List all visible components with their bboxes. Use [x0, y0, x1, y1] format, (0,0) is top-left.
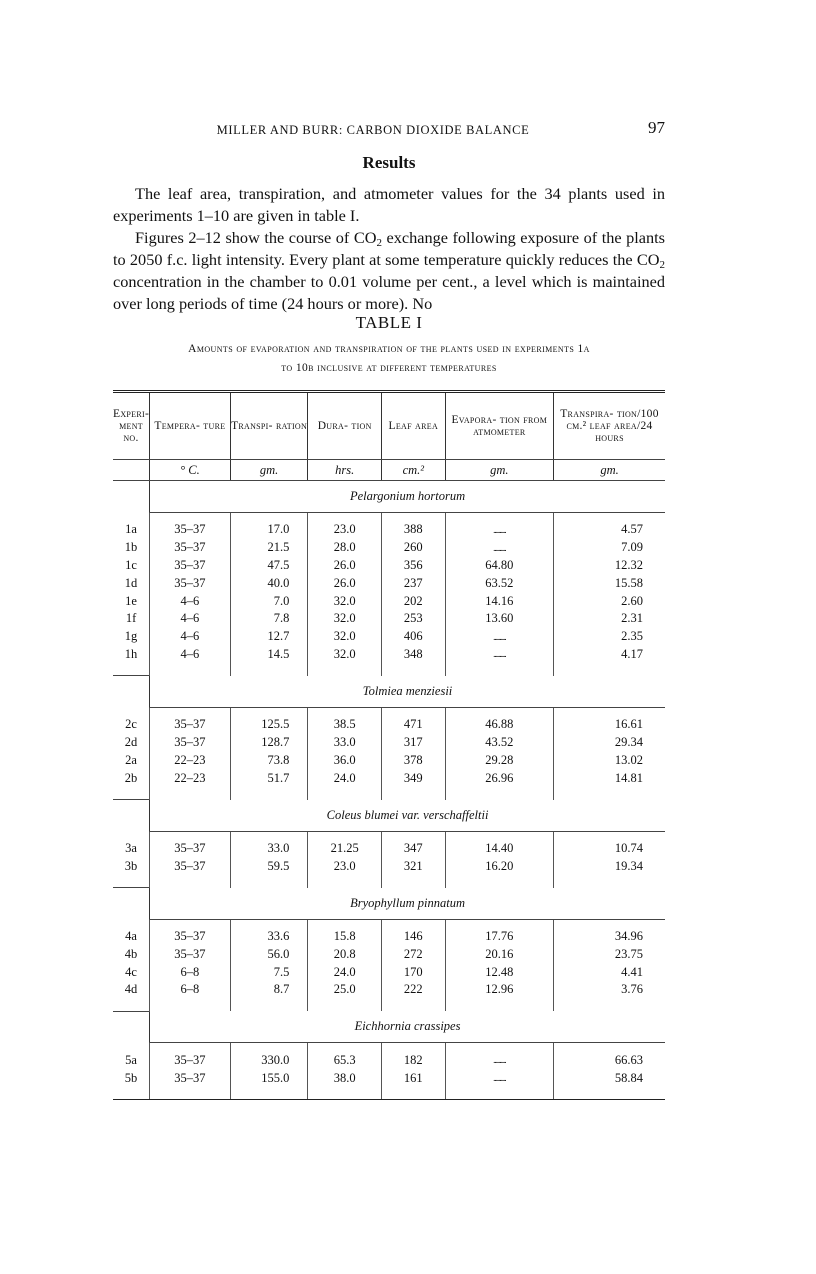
spacer-cell	[230, 1087, 308, 1100]
transpiration-per-area-cell: 23.75	[554, 945, 665, 963]
running-header	[113, 118, 665, 142]
table-row	[113, 1069, 665, 1087]
spacer-cell	[113, 707, 150, 716]
leaf-area-cell: 161	[382, 1069, 446, 1087]
paragraph-2-text: Figures 2–12 show the course of CO	[135, 228, 377, 247]
evaporation-cell: 12.48	[445, 963, 553, 981]
transpiration-cell: 73.8	[230, 751, 308, 769]
spacer-cell	[445, 787, 553, 800]
unit-cell: hrs.	[308, 460, 382, 481]
spacer-cell	[445, 919, 553, 928]
temperature-cell: 35–37	[150, 734, 231, 752]
experiment-no-cell: 4c	[125, 964, 137, 979]
spacer-cell	[445, 663, 553, 676]
unit-cell: ° C.	[150, 460, 231, 481]
leaf-area-cell: 222	[382, 981, 446, 999]
table-row	[113, 857, 665, 875]
table-row	[113, 751, 665, 769]
spacer-cell	[230, 707, 308, 716]
species-name: Pelargonium hortorum	[150, 481, 665, 513]
spacer-cell	[150, 1087, 231, 1100]
transpiration-cell: 21.5	[230, 539, 308, 557]
evaporation-cell: 64.80	[445, 557, 553, 575]
transpiration-per-area-cell: 16.61	[554, 716, 665, 734]
leaf-area-cell: 349	[382, 769, 446, 787]
spacer-cell	[382, 1043, 446, 1052]
leaf-area-cell: 202	[382, 592, 446, 610]
transpiration-per-area-cell: 4.57	[554, 521, 665, 539]
experiment-no-cell: 2a	[125, 752, 137, 767]
column-header: Dura- tion	[308, 392, 382, 460]
duration-cell: 33.0	[308, 734, 382, 752]
duration-cell: 36.0	[308, 751, 382, 769]
transpiration-per-area-cell: 14.81	[554, 769, 665, 787]
species-row	[113, 888, 665, 920]
evaporation-cell: 14.40	[445, 840, 553, 858]
paragraph-1: The leaf area, transpiration, and atmometer values for the 34 plants used in experiments 1–10 are given in table I.	[113, 184, 665, 225]
spacer-cell	[445, 1043, 553, 1052]
experiment-no-cell: 1e	[125, 593, 137, 608]
data-table-container	[113, 390, 665, 1100]
spacer-cell	[554, 707, 665, 716]
spacer-cell	[150, 831, 231, 840]
transpiration-cell: 33.0	[230, 840, 308, 858]
spacer-cell	[113, 831, 150, 840]
spacer-cell	[113, 787, 150, 800]
leaf-area-cell: 170	[382, 963, 446, 981]
experiment-no-cell: 1b	[124, 540, 138, 555]
column-header: Transpi- ration	[230, 392, 308, 460]
units-row	[113, 460, 665, 481]
spacer-cell	[113, 999, 150, 1012]
transpiration-cell: 155.0	[230, 1069, 308, 1087]
spacer-cell	[150, 1043, 231, 1052]
spacer-cell	[113, 1087, 150, 1100]
transpiration-cell: 40.0	[230, 574, 308, 592]
evaporation-cell: ..........	[445, 628, 553, 646]
transpiration-cell: 14.5	[230, 646, 308, 664]
temperature-cell: 4–6	[150, 646, 231, 664]
temperature-cell: 35–37	[150, 1051, 231, 1069]
temperature-cell: 4–6	[150, 610, 231, 628]
blank-cell	[113, 800, 150, 832]
spacer-cell	[150, 513, 231, 522]
column-header: Leaf area	[382, 392, 446, 460]
spacer-cell	[554, 875, 665, 888]
spacer-cell	[150, 875, 231, 888]
transpiration-cell: 12.7	[230, 628, 308, 646]
species-row	[113, 800, 665, 832]
transpiration-cell: 125.5	[230, 716, 308, 734]
leaf-area-cell: 272	[382, 945, 446, 963]
experiment-no-cell: 1h	[124, 646, 138, 661]
paragraph-2-text: exchange following exposure of the plants to 2050 f.c. light intensity. Every plant at some temperature quickly reduces the CO	[113, 228, 665, 269]
table-row	[113, 628, 665, 646]
unit-cell	[113, 460, 150, 481]
unit-cell: gm.	[230, 460, 308, 481]
transpiration-per-area-cell: 12.32	[554, 557, 665, 575]
experiment-no-cell: 1d	[124, 575, 138, 590]
experiment-no-cell: 5b	[124, 1070, 138, 1085]
evaporation-cell: ..........	[445, 646, 553, 664]
spacer-cell	[230, 663, 308, 676]
temperature-cell: 4–6	[150, 592, 231, 610]
duration-cell: 65.3	[308, 1051, 382, 1069]
transpiration-per-area-cell: 58.84	[554, 1069, 665, 1087]
species-row	[113, 481, 665, 513]
table-title: TABLE I	[355, 313, 423, 332]
blank-cell	[113, 888, 150, 920]
spacer-cell	[230, 919, 308, 928]
spacer-cell	[554, 1087, 665, 1100]
experiment-no-cell: 1c	[125, 557, 137, 572]
temperature-cell: 35–37	[150, 539, 231, 557]
spacer-cell	[382, 875, 446, 888]
transpiration-cell: 8.7	[230, 981, 308, 999]
subscript: 2	[659, 259, 665, 271]
table-caption	[113, 340, 665, 378]
spacer-cell	[382, 513, 446, 522]
table-row	[113, 769, 665, 787]
spacer-cell	[113, 513, 150, 522]
unit-cell: gm.	[554, 460, 665, 481]
spacer-cell	[445, 831, 553, 840]
temperature-cell: 35–37	[150, 928, 231, 946]
spacer-cell	[382, 919, 446, 928]
spacer-cell	[308, 663, 382, 676]
transpiration-per-area-cell: 10.74	[554, 840, 665, 858]
spacer-cell	[554, 663, 665, 676]
temperature-cell: 35–37	[150, 574, 231, 592]
blank-cell	[113, 481, 150, 513]
spacer-cell	[382, 707, 446, 716]
table-row	[113, 840, 665, 858]
unit-cell: cm.²	[382, 460, 446, 481]
leaf-area-cell: 348	[382, 646, 446, 664]
evaporation-cell: 43.52	[445, 734, 553, 752]
spacer-cell	[150, 919, 231, 928]
subscript: 2	[376, 237, 382, 249]
leaf-area-cell: 356	[382, 557, 446, 575]
table-row	[113, 592, 665, 610]
spacer-cell	[308, 787, 382, 800]
duration-cell: 32.0	[308, 628, 382, 646]
spacer-cell	[113, 1043, 150, 1052]
running-head-title: MILLER AND BURR: CARBON DIOXIDE BALANCE	[216, 123, 530, 137]
experiment-no-cell: 2c	[125, 717, 137, 732]
experiment-no-cell: 4b	[124, 946, 138, 961]
spacer-cell	[382, 663, 446, 676]
leaf-area-cell: 347	[382, 840, 446, 858]
table-row	[113, 574, 665, 592]
temperature-cell: 6–8	[150, 963, 231, 981]
table-row	[113, 1051, 665, 1069]
transpiration-per-area-cell: 15.58	[554, 574, 665, 592]
evaporation-cell: 46.88	[445, 716, 553, 734]
transpiration-cell: 56.0	[230, 945, 308, 963]
spacer-cell	[308, 513, 382, 522]
table-row	[113, 646, 665, 664]
experiment-no-cell: 2b	[124, 770, 138, 785]
evaporation-cell: 29.28	[445, 751, 553, 769]
duration-cell: 21.25	[308, 840, 382, 858]
spacer-cell	[230, 513, 308, 522]
transpiration-per-area-cell: 34.96	[554, 928, 665, 946]
column-header: Evapora- tion from atmometer	[445, 392, 553, 460]
leaf-area-cell: 406	[382, 628, 446, 646]
spacer-cell	[554, 787, 665, 800]
experiment-no-cell: 3b	[124, 858, 138, 873]
duration-cell: 38.5	[308, 716, 382, 734]
table-row	[113, 981, 665, 999]
species-name: Eichhornia crassipes	[150, 1011, 665, 1043]
duration-cell: 28.0	[308, 539, 382, 557]
spacer-cell	[445, 999, 553, 1012]
spacer-cell	[230, 787, 308, 800]
page-number: 97	[648, 118, 665, 137]
transpiration-cell: 128.7	[230, 734, 308, 752]
transpiration-cell: 7.8	[230, 610, 308, 628]
spacer-row	[113, 663, 665, 676]
spacer-cell	[554, 919, 665, 928]
transpiration-per-area-cell: 3.76	[554, 981, 665, 999]
transpiration-per-area-cell: 66.63	[554, 1051, 665, 1069]
spacer-cell	[445, 875, 553, 888]
spacer-cell	[308, 919, 382, 928]
temperature-cell: 35–37	[150, 857, 231, 875]
table-row	[113, 610, 665, 628]
spacer-row	[113, 875, 665, 888]
species-name: Tolmiea menziesii	[150, 676, 665, 708]
temperature-cell: 6–8	[150, 981, 231, 999]
table-header-row	[113, 392, 665, 460]
evaporation-cell: ..........	[445, 1069, 553, 1087]
species-name: Coleus blumei var. verschaffeltii	[150, 800, 665, 832]
blank-cell	[113, 676, 150, 708]
evaporation-cell: 17.76	[445, 928, 553, 946]
evaporation-cell: ..........	[445, 521, 553, 539]
column-header: Transpira- tion/100 cm.² leaf area/24 hours	[554, 392, 665, 460]
temperature-cell: 4–6	[150, 628, 231, 646]
duration-cell: 23.0	[308, 521, 382, 539]
table-row	[113, 557, 665, 575]
transpiration-per-area-cell: 7.09	[554, 539, 665, 557]
experiment-no-cell: 3a	[125, 840, 137, 855]
spacer-cell	[445, 1087, 553, 1100]
duration-cell: 24.0	[308, 963, 382, 981]
spacer-row	[113, 999, 665, 1012]
experiment-no-cell: 4d	[124, 982, 138, 997]
temperature-cell: 35–37	[150, 1069, 231, 1087]
column-header: Tempera- ture	[150, 392, 231, 460]
table-row	[113, 539, 665, 557]
spacer-cell	[308, 707, 382, 716]
table-row	[113, 963, 665, 981]
spacer-cell	[445, 707, 553, 716]
evaporation-cell: 20.16	[445, 945, 553, 963]
temperature-cell: 35–37	[150, 840, 231, 858]
species-row	[113, 1011, 665, 1043]
experiment-no-cell: 2d	[124, 735, 138, 750]
evaporation-cell: 13.60	[445, 610, 553, 628]
spacer-cell	[230, 999, 308, 1012]
transpiration-cell: 7.5	[230, 963, 308, 981]
duration-cell: 20.8	[308, 945, 382, 963]
transpiration-cell: 51.7	[230, 769, 308, 787]
duration-cell: 32.0	[308, 592, 382, 610]
experiment-no-cell: 1g	[124, 629, 138, 644]
spacer-cell	[230, 1043, 308, 1052]
spacer-row	[113, 1087, 665, 1100]
evaporation-cell: ..........	[445, 1051, 553, 1069]
spacer-cell	[308, 999, 382, 1012]
spacer-row	[113, 787, 665, 800]
duration-cell: 15.8	[308, 928, 382, 946]
spacer-cell	[150, 787, 231, 800]
duration-cell: 32.0	[308, 610, 382, 628]
spacer-row	[113, 919, 665, 928]
experiment-no-cell: 1a	[125, 522, 137, 537]
table-row	[113, 945, 665, 963]
spacer-cell	[113, 663, 150, 676]
temperature-cell: 35–37	[150, 945, 231, 963]
table-row	[113, 928, 665, 946]
evaporation-cell: 26.96	[445, 769, 553, 787]
spacer-cell	[382, 999, 446, 1012]
transpiration-per-area-cell: 2.60	[554, 592, 665, 610]
table-row	[113, 716, 665, 734]
temperature-cell: 35–37	[150, 521, 231, 539]
table-row	[113, 521, 665, 539]
transpiration-per-area-cell: 2.31	[554, 610, 665, 628]
experiment-no-cell: 4a	[125, 929, 137, 944]
spacer-cell	[150, 999, 231, 1012]
transpiration-cell: 33.6	[230, 928, 308, 946]
spacer-cell	[382, 1087, 446, 1100]
transpiration-cell: 59.5	[230, 857, 308, 875]
spacer-row	[113, 1043, 665, 1052]
transpiration-cell: 7.0	[230, 592, 308, 610]
transpiration-per-area-cell: 4.41	[554, 963, 665, 981]
spacer-row	[113, 513, 665, 522]
spacer-cell	[554, 1043, 665, 1052]
experiment-no-cell: 1f	[125, 611, 137, 626]
evaporation-cell: 16.20	[445, 857, 553, 875]
evaporation-cell: ..........	[445, 539, 553, 557]
paragraph-2	[113, 227, 665, 315]
transpiration-per-area-cell: 2.35	[554, 628, 665, 646]
duration-cell: 38.0	[308, 1069, 382, 1087]
temperature-cell: 35–37	[150, 716, 231, 734]
leaf-area-cell: 146	[382, 928, 446, 946]
spacer-cell	[150, 663, 231, 676]
spacer-cell	[230, 875, 308, 888]
temperature-cell: 22–23	[150, 769, 231, 787]
transpiration-cell: 330.0	[230, 1051, 308, 1069]
transpiration-cell: 17.0	[230, 521, 308, 539]
spacer-cell	[308, 875, 382, 888]
transpiration-per-area-cell: 4.17	[554, 646, 665, 664]
duration-cell: 23.0	[308, 857, 382, 875]
spacer-cell	[308, 831, 382, 840]
unit-cell: gm.	[445, 460, 553, 481]
leaf-area-cell: 237	[382, 574, 446, 592]
evaporation-cell: 63.52	[445, 574, 553, 592]
duration-cell: 25.0	[308, 981, 382, 999]
table-caption-line: Amounts of evaporation and transpiration of the plants used in experiments 1a	[188, 343, 590, 355]
evaporation-cell: 12.96	[445, 981, 553, 999]
section-title: Results	[362, 153, 416, 172]
column-header: Experi- ment no.	[113, 392, 150, 460]
evaporation-cell: 14.16	[445, 592, 553, 610]
spacer-cell	[113, 875, 150, 888]
paragraph-2-text: concentration in the chamber to 0.01 volume per cent., a level which is maintained over long periods of time (24 hours or more). No	[113, 272, 665, 313]
leaf-area-cell: 182	[382, 1051, 446, 1069]
spacer-cell	[230, 831, 308, 840]
experiment-no-cell: 5a	[125, 1052, 137, 1067]
temperature-cell: 35–37	[150, 557, 231, 575]
spacer-cell	[554, 999, 665, 1012]
leaf-area-cell: 388	[382, 521, 446, 539]
spacer-cell	[382, 787, 446, 800]
transpiration-per-area-cell: 29.34	[554, 734, 665, 752]
table-body	[113, 460, 665, 1100]
spacer-cell	[554, 831, 665, 840]
leaf-area-cell: 471	[382, 716, 446, 734]
table-caption-line: to 10b inclusive at different temperatures	[281, 362, 497, 374]
table-row	[113, 734, 665, 752]
spacer-row	[113, 831, 665, 840]
leaf-area-cell: 321	[382, 857, 446, 875]
species-row	[113, 676, 665, 708]
spacer-cell	[150, 707, 231, 716]
transpiration-per-area-cell: 19.34	[554, 857, 665, 875]
duration-cell: 26.0	[308, 557, 382, 575]
leaf-area-cell: 260	[382, 539, 446, 557]
temperature-cell: 22–23	[150, 751, 231, 769]
blank-cell	[113, 1011, 150, 1043]
spacer-cell	[382, 831, 446, 840]
transpiration-cell: 47.5	[230, 557, 308, 575]
duration-cell: 24.0	[308, 769, 382, 787]
leaf-area-cell: 317	[382, 734, 446, 752]
spacer-row	[113, 707, 665, 716]
spacer-cell	[554, 513, 665, 522]
spacer-cell	[308, 1087, 382, 1100]
data-table	[113, 390, 665, 1100]
spacer-cell	[308, 1043, 382, 1052]
spacer-cell	[445, 513, 553, 522]
duration-cell: 32.0	[308, 646, 382, 664]
spacer-cell	[113, 919, 150, 928]
leaf-area-cell: 378	[382, 751, 446, 769]
duration-cell: 26.0	[308, 574, 382, 592]
leaf-area-cell: 253	[382, 610, 446, 628]
transpiration-per-area-cell: 13.02	[554, 751, 665, 769]
species-name: Bryophyllum pinnatum	[150, 888, 665, 920]
